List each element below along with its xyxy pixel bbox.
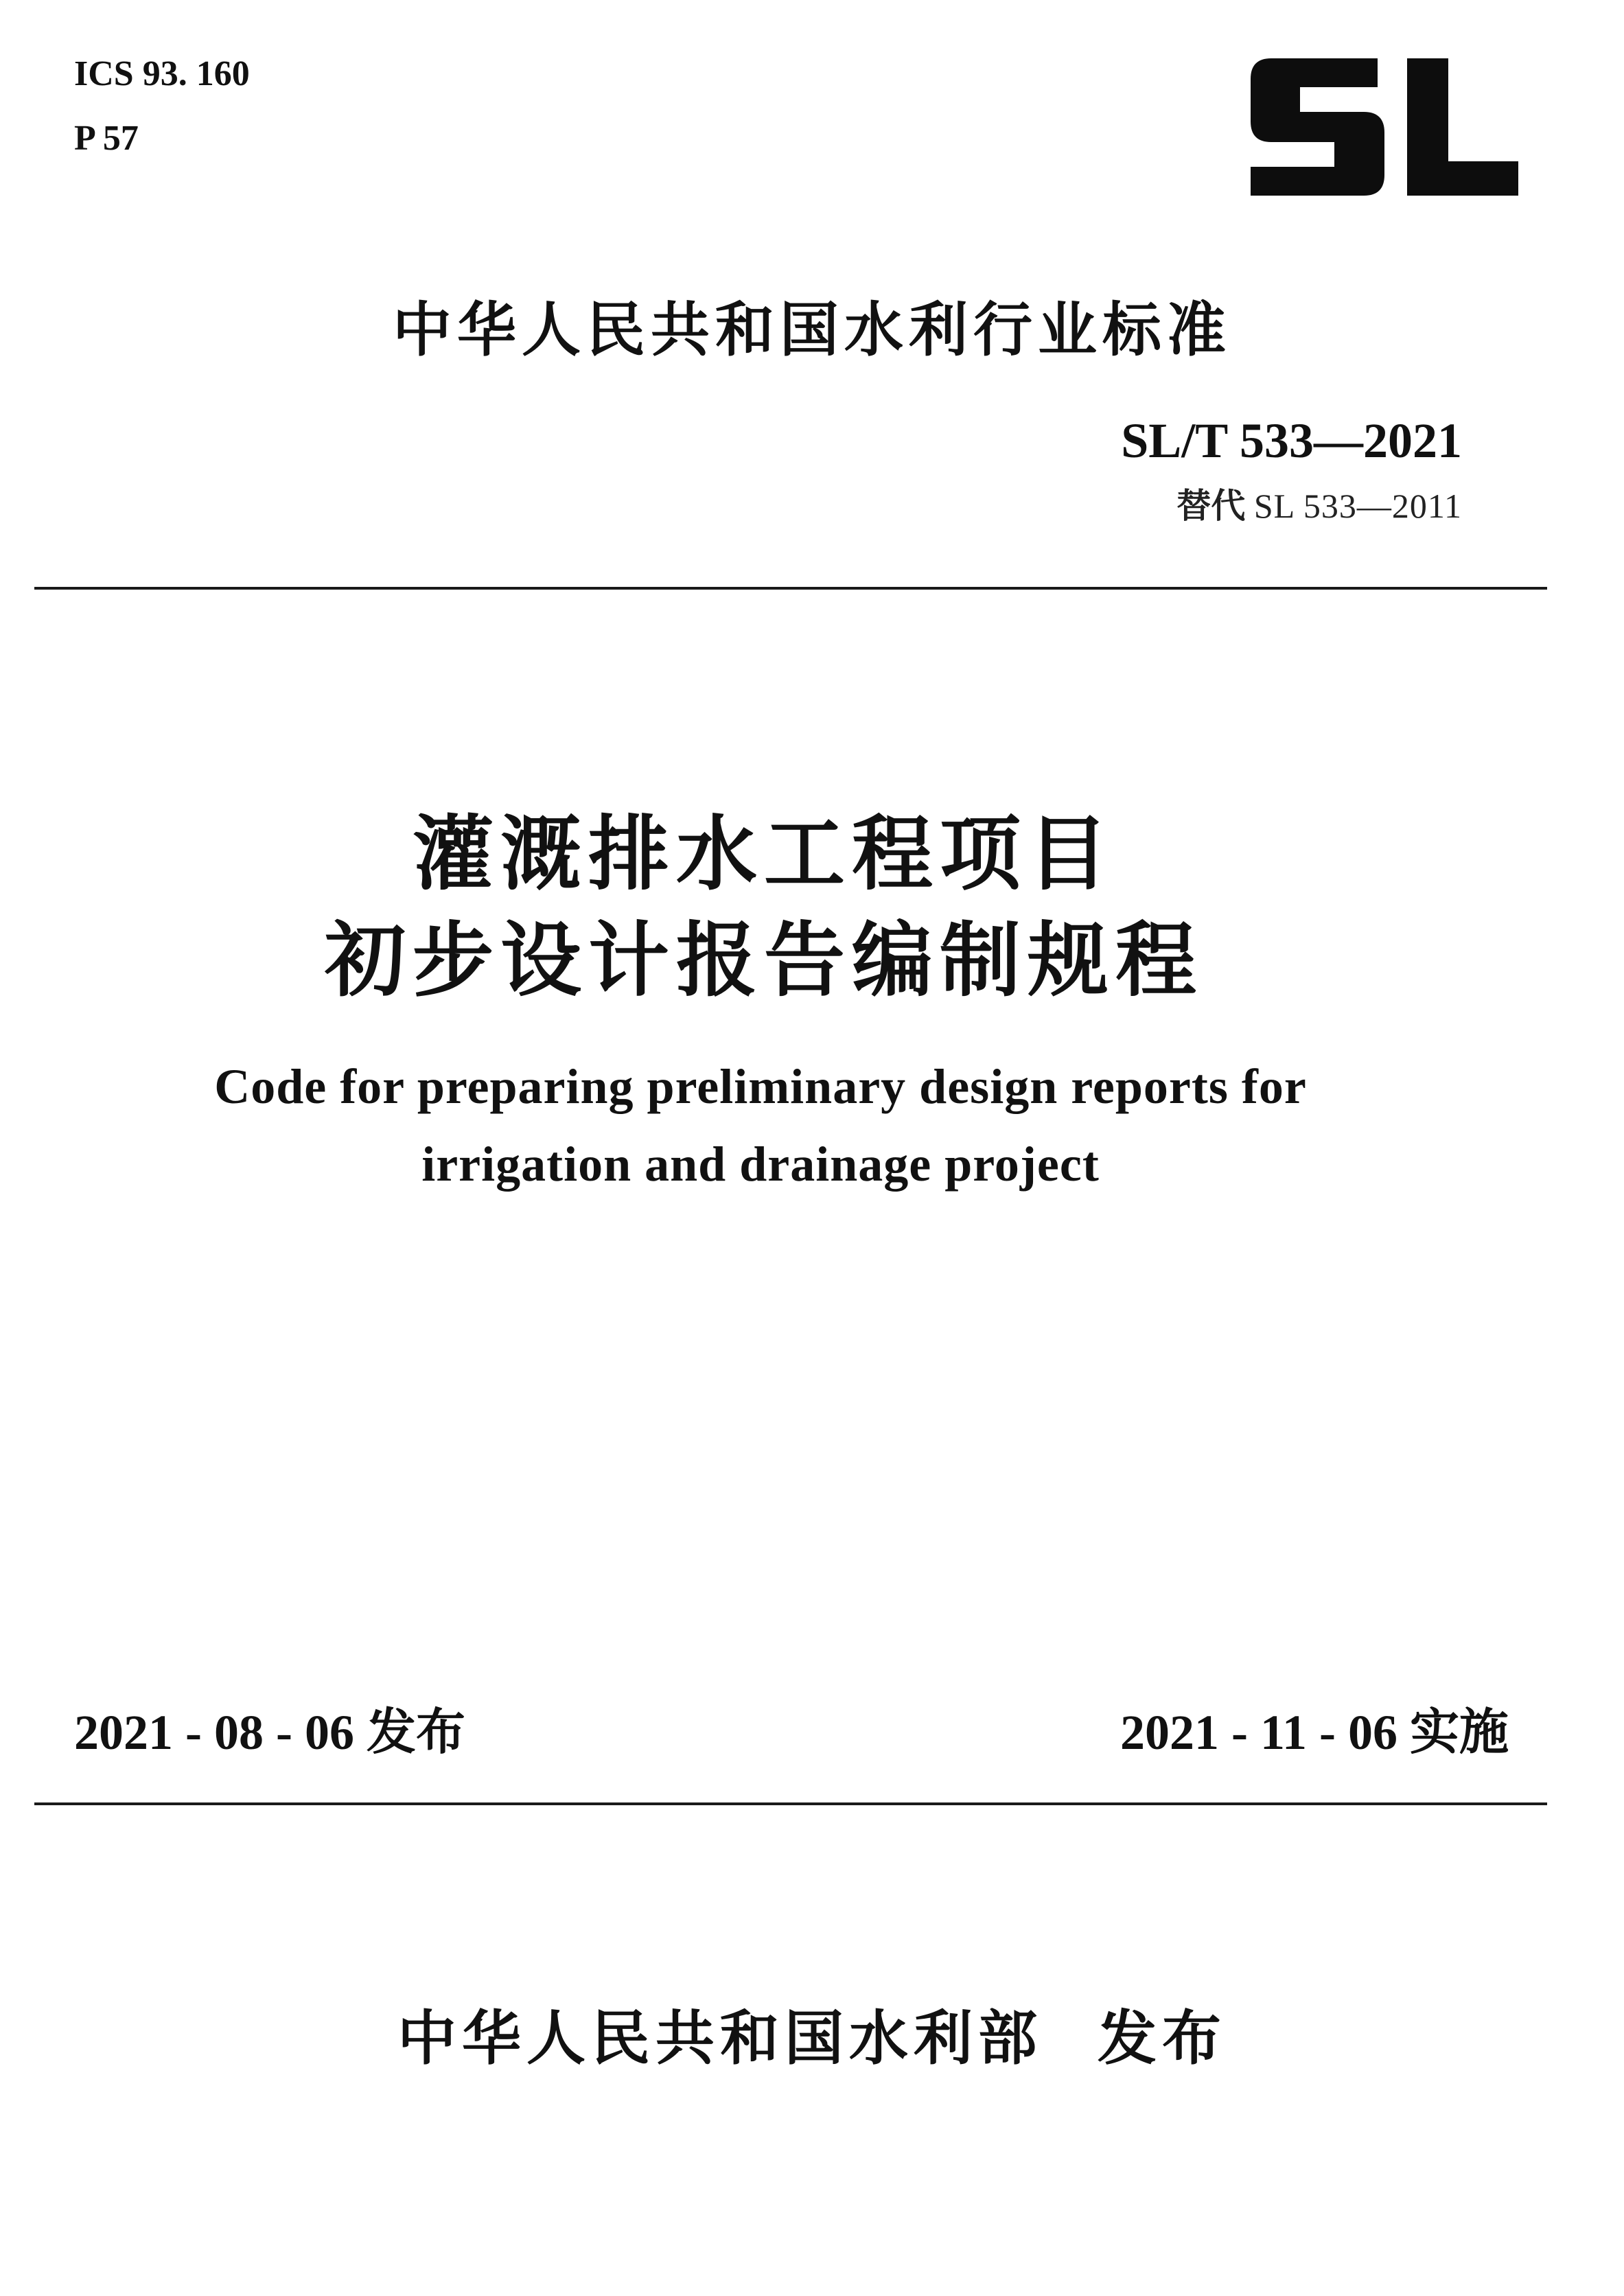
classification-code: P 57 — [74, 119, 139, 158]
publication-date: 2021 - 08 - 06 发布 — [74, 1705, 465, 1760]
industry-standard-heading: 中华人民共和国水利行业标准 — [393, 296, 1231, 364]
replaces-number: SL 533—2011 — [1253, 487, 1462, 525]
standard-number: SL/T 533—2021 — [1121, 413, 1462, 468]
sl-logo — [1251, 58, 1518, 196]
chinese-title-line-2: 初步设计报告编制规程 — [324, 913, 1203, 1008]
replaces-standard — [1176, 489, 1462, 523]
implementation-date: 2021 - 11 - 06 实施 — [1120, 1705, 1509, 1760]
replaces-label: 替代 — [1176, 487, 1246, 525]
english-title-line-2: irrigation and drainage project — [421, 1137, 1100, 1192]
issuer-action: 发布 — [1098, 2004, 1227, 2073]
top-divider — [34, 587, 1547, 590]
issuing-authority — [0, 2004, 1624, 2073]
english-title-line-1: Code for preparing preliminary design reports for — [214, 1059, 1307, 1114]
chinese-title-line-1: 灌溉排水工程项目 — [412, 807, 1115, 901]
issuer-name: 中华人民共和国水利部 — [397, 2004, 1043, 2073]
bottom-divider — [34, 1802, 1547, 1805]
ics-code: ICS 93. 160 — [74, 54, 250, 93]
